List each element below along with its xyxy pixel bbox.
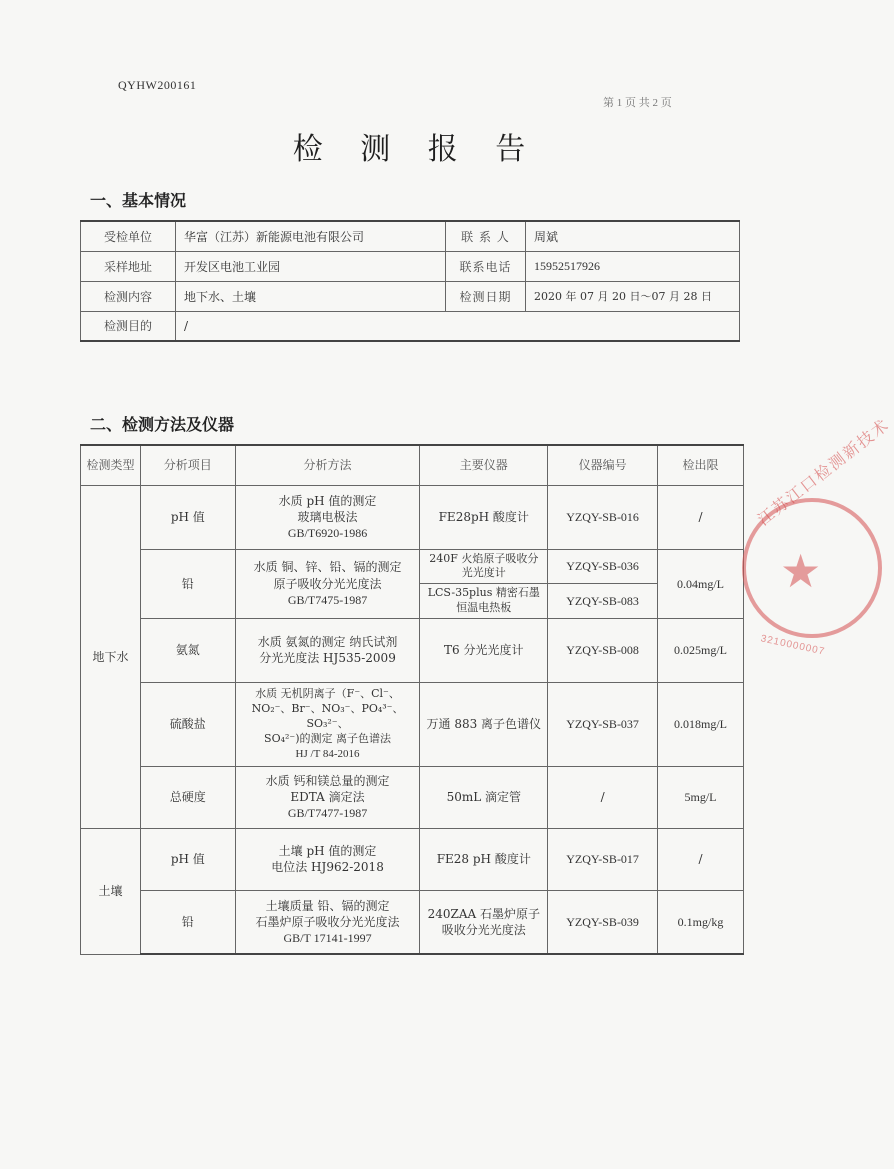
value-sampling-address: 开发区电池工业园: [176, 251, 446, 281]
method-gw-lead: [235, 549, 420, 618]
method-line: 土壤 pH 值的测定: [278, 844, 377, 859]
table-row: [81, 618, 744, 682]
value-contact: 周斌: [526, 221, 740, 251]
table-row: [81, 549, 744, 584]
limit-soil-lead: 0.1mg/kg: [658, 890, 744, 954]
method-line: 水质 pH 值的测定: [278, 493, 377, 508]
instrument-no-gw-hardness: /: [548, 766, 658, 828]
item-gw-sulfate: 硫酸盐: [140, 682, 235, 766]
instrument-gw-lead-a: 240F 火焰原子吸收分光光度计: [420, 549, 548, 584]
method-line: GB/T7477-1987: [287, 806, 368, 821]
limit-gw-sulfate: 0.018mg/L: [658, 682, 744, 766]
limit-soil-ph: /: [658, 828, 744, 890]
document-code: QYHW200161: [118, 78, 197, 92]
method-line: EDTA 滴定法: [290, 790, 365, 805]
limit-gw-ammonia: 0.025mg/L: [658, 618, 744, 682]
instrument-no-gw-ammonia: YZQY-SB-008: [548, 618, 658, 682]
table-row: [81, 311, 740, 341]
limit-gw-hardness: 5mg/L: [658, 766, 744, 828]
value-test-purpose: /: [176, 311, 740, 341]
table-row: [81, 828, 744, 890]
method-gw-ph: [235, 485, 420, 549]
instrument-no-gw-lead-b: YZQY-SB-083: [548, 584, 658, 619]
instrument-no-soil-ph: YZQY-SB-017: [548, 828, 658, 890]
method-soil-ph: [235, 828, 420, 890]
table-row: [81, 890, 744, 954]
item-gw-hardness: 总硬度: [140, 766, 235, 828]
seal-text: 江苏江口检测新技术: [753, 414, 894, 530]
instrument-soil-ph: FE28 pH 酸度计: [420, 828, 548, 890]
basic-info-table: [80, 220, 740, 342]
table-row: [81, 682, 744, 766]
instrument-no-soil-lead: YZQY-SB-039: [548, 890, 658, 954]
value-test-content: 地下水、土壤: [176, 281, 446, 311]
method-line: 水质 钙和镁总量的测定: [265, 774, 390, 789]
method-line: GB/T 17141-1997: [283, 931, 372, 946]
instrument-gw-lead-b: LCS-35plus 精密石墨恒温电热板: [420, 584, 548, 619]
label-test-date: 检测日期: [446, 281, 526, 311]
instrument-gw-sulfate: 万通 883 离子色谱仪: [420, 682, 548, 766]
header-limit: 检出限: [658, 445, 744, 485]
method-line: 原子吸收分光光度法: [273, 576, 382, 591]
method-line: HJ /T 84-2016: [295, 747, 360, 760]
method-line: 石墨炉原子吸收分光光度法: [255, 915, 400, 930]
header-instrument: 主要仪器: [420, 445, 548, 485]
method-line: GB/T6920-1986: [287, 526, 368, 541]
seal-number: 3210000007: [759, 633, 827, 658]
method-line: 水质 无机阴离子（F⁻、Cl⁻、: [255, 687, 400, 701]
method-line: 玻璃电极法: [297, 509, 358, 524]
instrument-no-gw-ph: YZQY-SB-016: [548, 485, 658, 549]
section-basic-info-title: 一、基本情况: [90, 191, 187, 210]
label-contact: 联 系 人: [446, 221, 526, 251]
method-line: 土壤质量 铅、镉的测定: [265, 898, 390, 913]
limit-gw-ph: /: [658, 485, 744, 549]
instrument-no-gw-lead-a: YZQY-SB-036: [548, 549, 658, 584]
header-item: 分析项目: [140, 445, 235, 485]
table-row: [81, 221, 740, 251]
limit-gw-lead: 0.04mg/L: [658, 549, 744, 618]
header-method: 分析方法: [235, 445, 420, 485]
method-soil-lead: [235, 890, 420, 954]
item-gw-ammonia: 氨氮: [140, 618, 235, 682]
label-sampling-address: 采样地址: [81, 251, 176, 281]
label-inspected-unit: 受检单位: [81, 221, 176, 251]
label-test-purpose: 检测目的: [81, 311, 176, 341]
instrument-gw-ph: FE28pH 酸度计: [420, 485, 548, 549]
methods-table: [80, 444, 744, 955]
instrument-gw-ammonia: T6 分光光度计: [420, 618, 548, 682]
label-phone: 联系电话: [446, 251, 526, 281]
method-line: NO₂⁻、Br⁻、NO₃⁻、PO₄³⁻、SO₃²⁻、: [251, 702, 404, 730]
instrument-gw-hardness: 50mL 滴定管: [420, 766, 548, 828]
section-methods-title: 二、检测方法及仪器: [90, 415, 235, 434]
table-header-row: [81, 445, 744, 485]
method-line: 分光光度法 HJ535-2009: [259, 651, 396, 666]
method-line: 水质 氨氮的测定 纳氏试剂: [257, 635, 398, 650]
method-line: 水质 铜、锌、铅、镉的测定: [253, 560, 402, 575]
item-soil-ph: pH 值: [140, 828, 235, 890]
item-soil-lead: 铅: [140, 890, 235, 954]
report-title: 检 测 报 告: [292, 132, 540, 167]
type-soil: 土壤: [81, 828, 141, 954]
table-row: [81, 485, 744, 549]
value-inspected-unit: 华富（江苏）新能源电池有限公司: [176, 221, 446, 251]
value-phone: 15952517926: [526, 251, 740, 281]
seal-star-icon: ★: [780, 544, 822, 598]
item-gw-ph: pH 值: [140, 485, 235, 549]
method-gw-ammonia: [235, 618, 420, 682]
method-line: SO₄²⁻)的测定 离子色谱法: [264, 731, 392, 745]
header-type: 检测类型: [81, 445, 141, 485]
label-test-content: 检测内容: [81, 281, 176, 311]
method-line: GB/T7475-1987: [287, 592, 368, 607]
table-row: [81, 251, 740, 281]
method-gw-hardness: [235, 766, 420, 828]
instrument-no-gw-sulfate: YZQY-SB-037: [548, 682, 658, 766]
table-row: [81, 281, 740, 311]
method-gw-sulfate: [235, 682, 420, 766]
table-row: [81, 766, 744, 828]
type-groundwater: 地下水: [81, 485, 141, 828]
header-instrument-no: 仪器编号: [548, 445, 658, 485]
method-line: 电位法 HJ962-2018: [271, 860, 384, 875]
instrument-soil-lead: 240ZAA 石墨炉原子吸收分光光度法: [420, 890, 548, 954]
value-test-date: 2020 年 07 月 20 日～07 月 28 日: [526, 281, 740, 311]
page-indicator: 第 1 页 共 2 页: [603, 97, 672, 109]
item-gw-lead: 铅: [140, 549, 235, 618]
